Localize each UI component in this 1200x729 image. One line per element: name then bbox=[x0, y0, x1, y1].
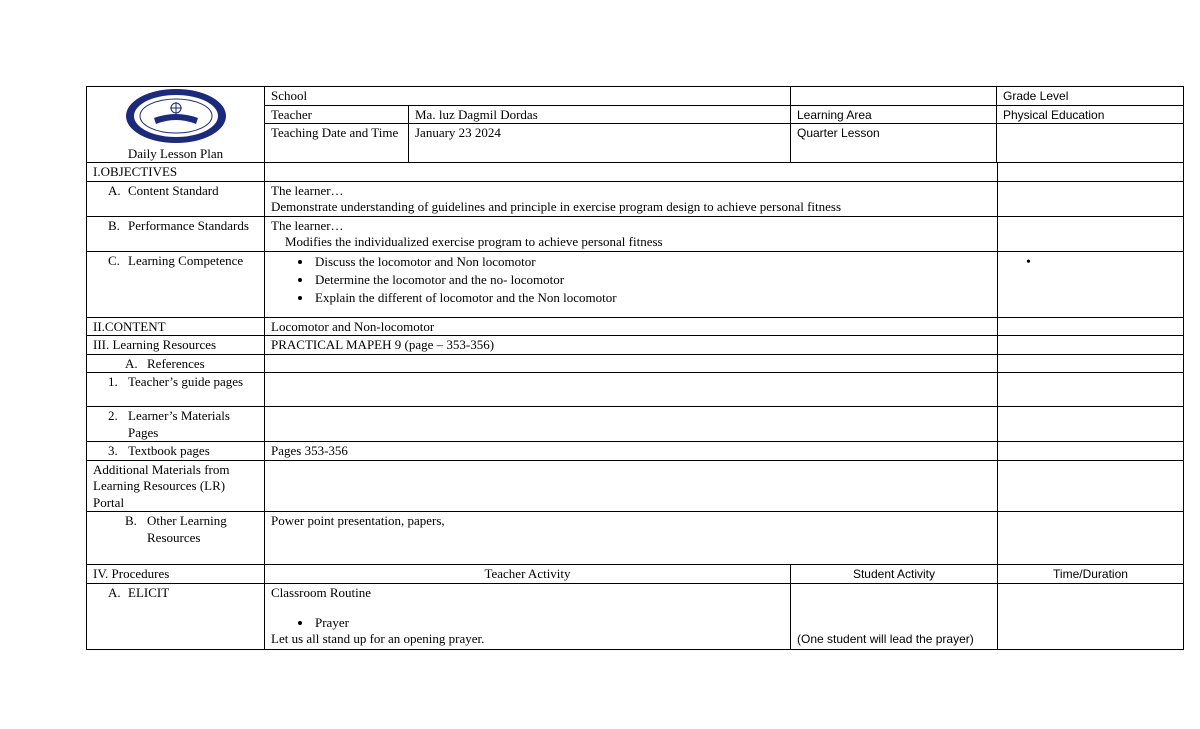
list-item: • Determine the locomotor and the no- locomotor bbox=[313, 271, 991, 289]
teachers-guide-row: 1. Teacher’s guide pages bbox=[87, 373, 1184, 407]
learning-competence-row: C. Learning Competence • Discuss the locomotor and Non locomotor • Determine the locomotor and the no- locomotor • Explain the different of locomotor and the Non locomotor • bbox=[87, 251, 1184, 317]
learners-materials-row: 2. Learner’s Materials Pages bbox=[87, 407, 1184, 442]
time-duration-header: Time/Duration bbox=[998, 565, 1184, 584]
learning-competence-label: Learning Competence bbox=[128, 252, 244, 268]
performance-standards-text: Modifies the individualized exercise program to achieve personal fitness bbox=[285, 234, 663, 249]
teacher-value: Ma. luz Dagmil Dordas bbox=[409, 105, 791, 124]
content-standard-row: A. Content Standard The learner… Demonstrate understanding of guidelines and principle in exercise program design to achieve personal fitness bbox=[87, 181, 1184, 216]
learning-area-value: Physical Education bbox=[997, 105, 1184, 124]
performance-standards-intro: The learner… bbox=[271, 217, 344, 233]
elicit-label: ELICIT bbox=[128, 584, 170, 600]
content-title: II.CONTENT bbox=[87, 317, 265, 336]
performance-standards-row: B. Performance Standards The learner… Modifies the individualized exercise program to achieve personal fitness bbox=[87, 216, 1184, 251]
teacher-activity-header: Teacher Activity bbox=[265, 565, 791, 584]
procedures-title: IV. Procedures bbox=[87, 565, 265, 584]
student-activity-header: Student Activity bbox=[791, 565, 998, 584]
quarter-value bbox=[997, 124, 1184, 163]
content-standard-intro: The learner… bbox=[271, 182, 344, 198]
school-label: School bbox=[265, 87, 791, 106]
objectives-title: I.OBJECTIVES bbox=[87, 163, 265, 182]
other-resources-label: Other Learning Resources bbox=[147, 513, 227, 545]
references-row: A. References bbox=[87, 354, 1184, 373]
date-value: January 23 2024 bbox=[409, 124, 791, 163]
additional-materials-label: Additional Materials from Learning Resources (LR) Portal bbox=[87, 460, 265, 512]
content-value: Locomotor and Non-locomotor bbox=[265, 317, 998, 336]
teachers-guide-value bbox=[265, 373, 998, 407]
student-activity-text: (One student will lead the prayer) bbox=[797, 632, 974, 646]
school-value bbox=[791, 87, 997, 106]
plan-title: Daily Lesson Plan bbox=[127, 145, 224, 161]
learning-area-label: Learning Area bbox=[791, 105, 997, 124]
learners-materials-label: Learner’s Materials Pages bbox=[128, 408, 230, 440]
additional-materials-value bbox=[265, 460, 998, 512]
textbook-value: Pages 353-356 bbox=[265, 442, 998, 461]
resources-row bbox=[87, 336, 1184, 355]
list-item: • Explain the different of locomotor and the Non locomotor bbox=[313, 289, 991, 307]
content-row bbox=[87, 317, 1184, 336]
elicit-row: A. ELICIT Classroom Routine • Prayer Let us all stand up for an opening prayer. (One student will lead the prayer) bbox=[87, 583, 1184, 649]
competence-list bbox=[271, 253, 991, 307]
other-resources-value: Power point presentation, papers, bbox=[265, 512, 998, 565]
additional-materials-row bbox=[87, 460, 1184, 512]
lesson-plan-table bbox=[86, 86, 1184, 163]
teacher-label: Teacher bbox=[265, 105, 409, 124]
grade-level-label: Grade Level bbox=[997, 87, 1184, 106]
learners-materials-value bbox=[265, 407, 998, 442]
routine-list bbox=[271, 615, 784, 631]
bullet-icon: • bbox=[1026, 254, 1031, 270]
other-resources-row: B. Other Learning Resources Power point presentation, papers, bbox=[87, 512, 1184, 565]
content-standard-text: Demonstrate understanding of guidelines and principle in exercise program design to achieve personal fitness bbox=[271, 199, 842, 214]
header-row-school bbox=[87, 87, 1184, 106]
procedures-header-row bbox=[87, 565, 1184, 584]
objectives-table bbox=[86, 162, 1184, 565]
teachers-guide-label: Teacher’s guide pages bbox=[128, 374, 244, 389]
textbook-row: 3. Textbook pages Pages 353-356 bbox=[87, 442, 1184, 461]
list-item: • Discuss the locomotor and Non locomotor bbox=[313, 253, 991, 271]
quarter-label: Quarter Lesson bbox=[791, 124, 997, 163]
date-label: Teaching Date and Time bbox=[265, 124, 409, 163]
performance-standards-label: Performance Standards bbox=[128, 217, 249, 233]
textbook-label: Textbook pages bbox=[128, 443, 210, 458]
resources-title: III. Learning Resources bbox=[87, 336, 265, 355]
lesson-plan-document bbox=[86, 86, 1183, 650]
references-label: References bbox=[147, 355, 205, 371]
list-item: • Prayer bbox=[313, 615, 784, 631]
objectives-title-row bbox=[87, 163, 1184, 182]
classroom-routine: Classroom Routine bbox=[271, 584, 372, 600]
resources-value: PRACTICAL MAPEH 9 (page – 353-356) bbox=[265, 336, 998, 355]
content-standard-label: Content Standard bbox=[128, 182, 219, 198]
prayer-instruction: Let us all stand up for an opening prayer. bbox=[271, 631, 485, 646]
seal-cell bbox=[87, 87, 265, 163]
procedures-table bbox=[86, 564, 1184, 650]
school-seal-icon bbox=[124, 88, 228, 144]
